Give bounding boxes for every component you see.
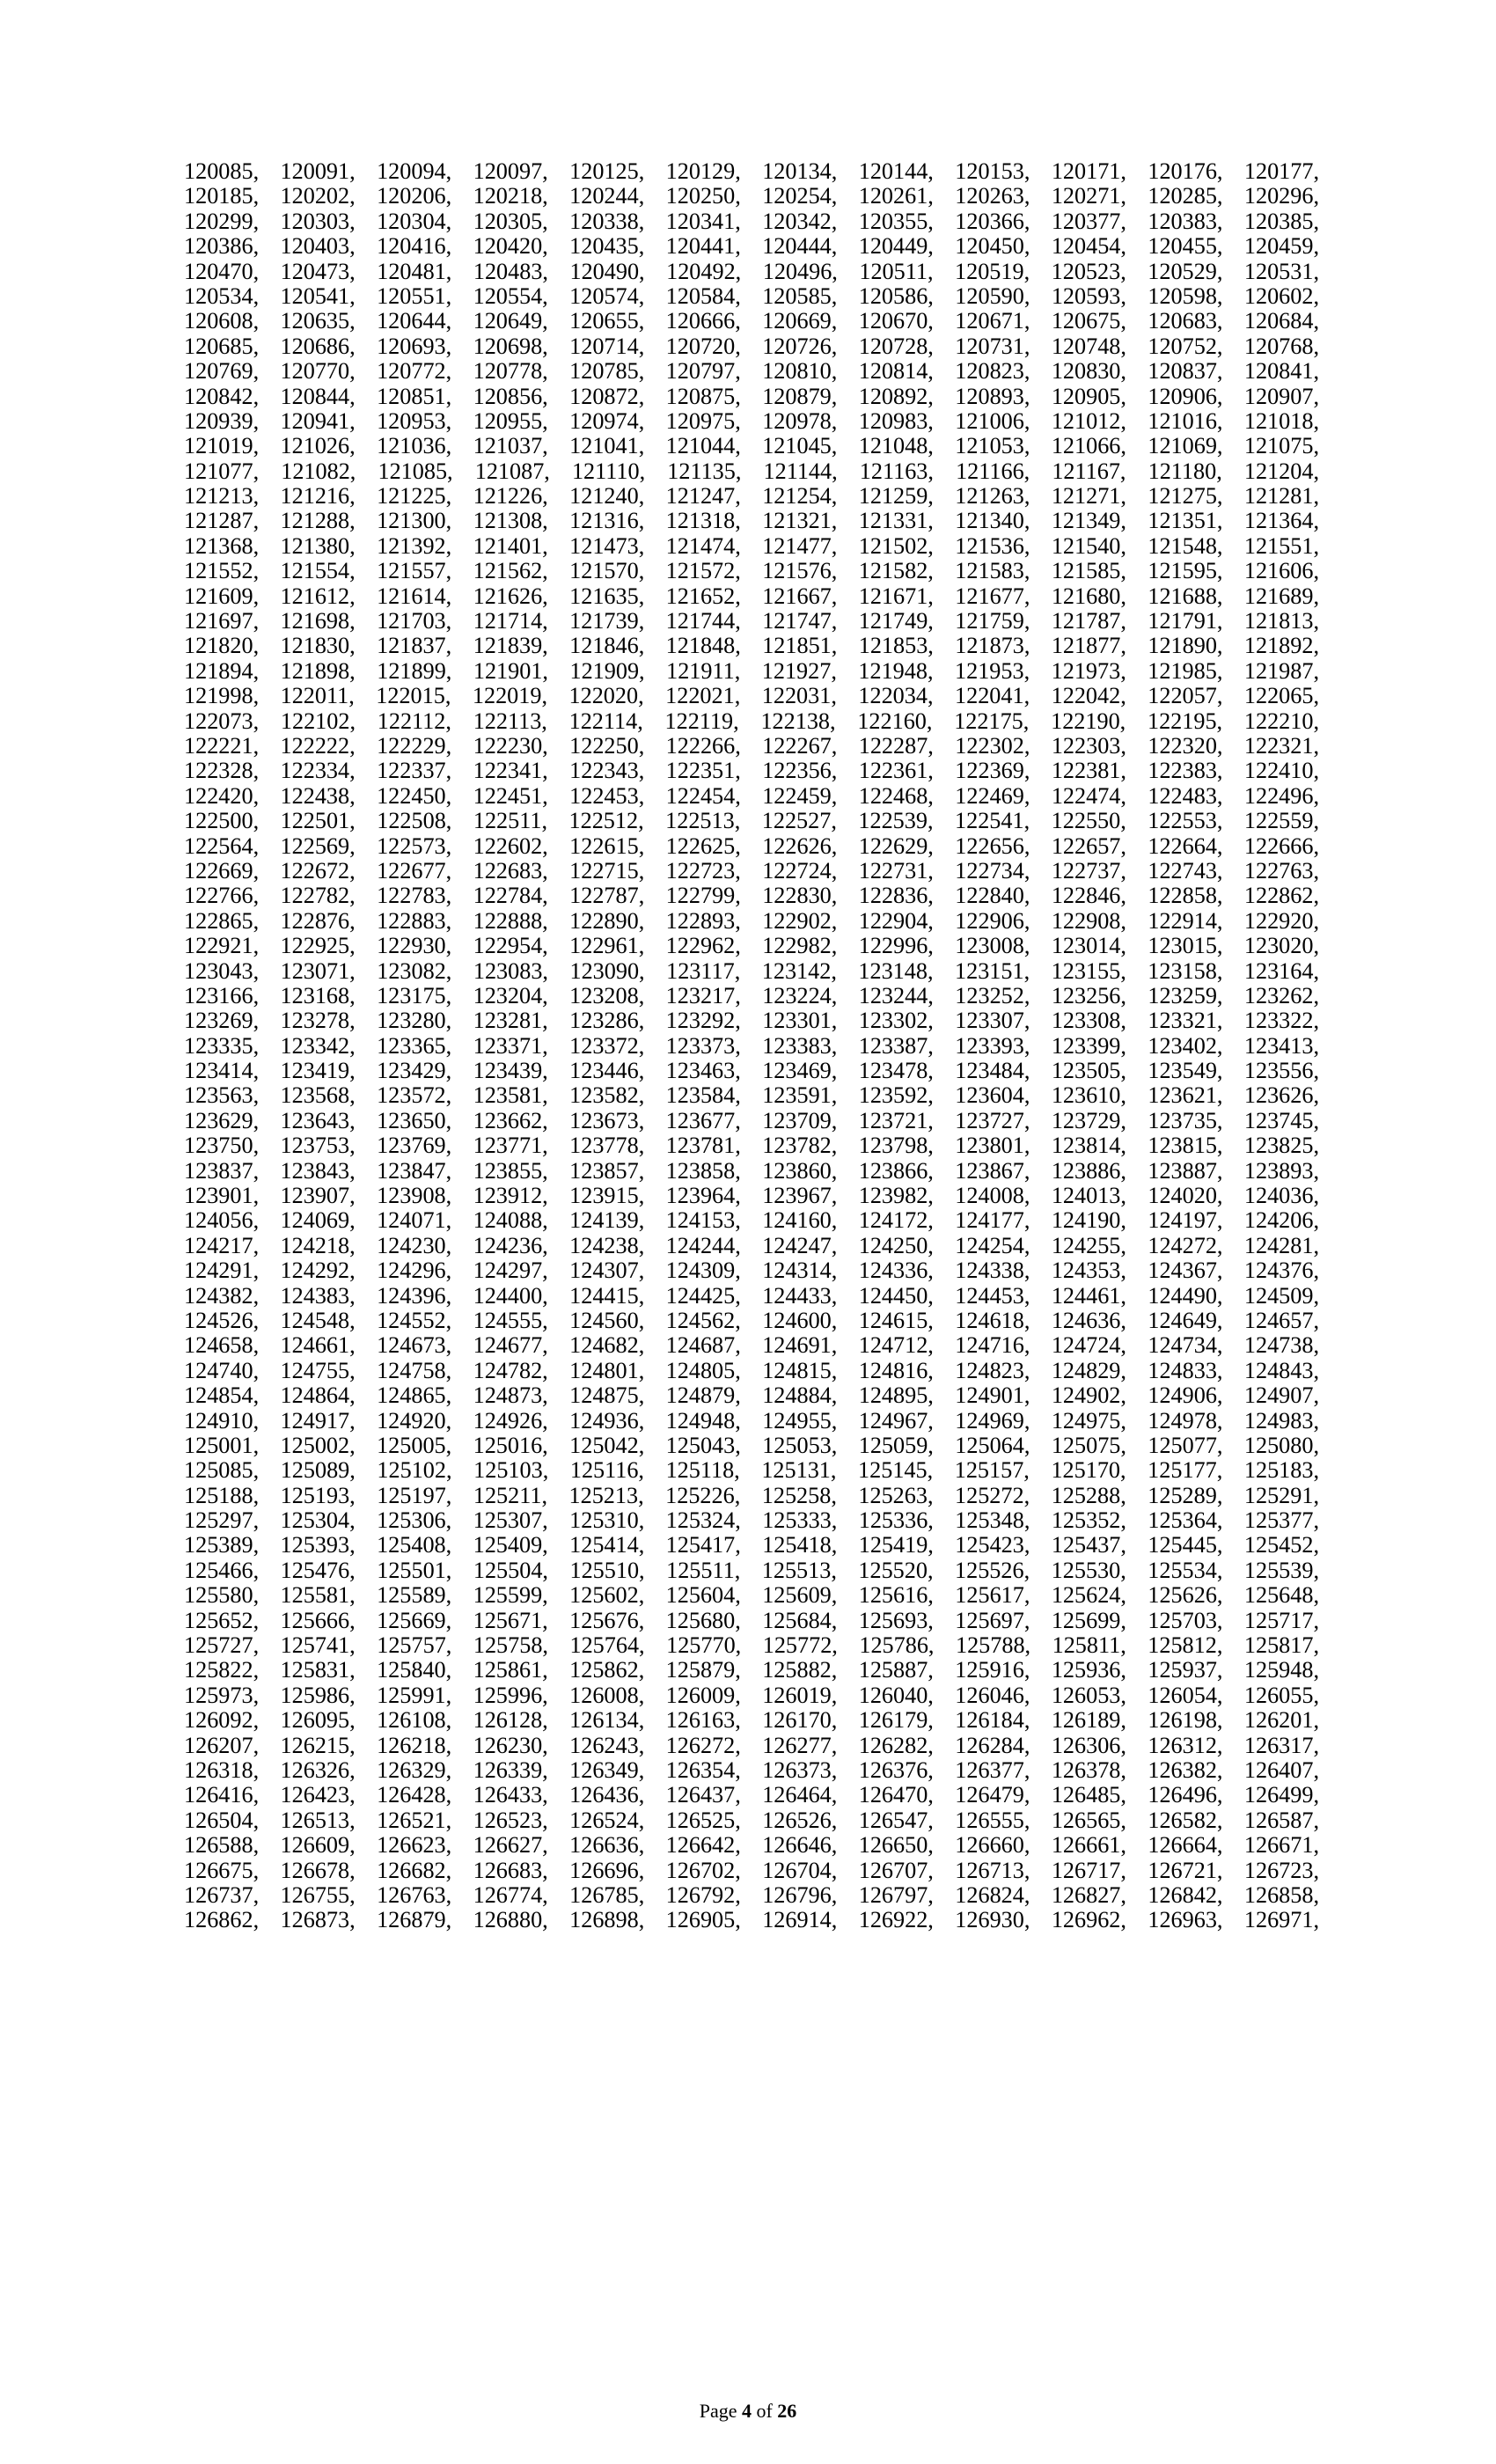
number-line: 121552, 121554, 121557, 121562, 121570, 121572, 121576, 121582, 121583, 121585, 121595, 121606, [184,558,1319,584]
number-line: 124854, 124864, 124865, 124873, 124875, 124879, 124884, 124895, 124901, 124902, 124906, 124907, [184,1382,1319,1409]
number-line: 121077, 121082, 121085, 121087, 121110, 121135, 121144, 121163, 121166, 121167, 121180, 121204, [184,458,1319,484]
number-line: 125001, 125002, 125005, 125016, 125042, 125043, 125053, 125059, 125064, 125075, 125077, 125080, [184,1432,1319,1458]
number-line: 120685, 120686, 120693, 120698, 120714, 120720, 120726, 120728, 120731, 120748, 120752, 120768, [184,333,1319,359]
number-line: 124056, 124069, 124071, 124088, 124139, 124153, 124160, 124172, 124177, 124190, 124197, 124206, [184,1207,1319,1234]
number-line: 121894, 121898, 121899, 121901, 121909, 121911, 121927, 121948, 121953, 121973, 121985, 121987, [184,657,1319,684]
number-line: 123629, 123643, 123650, 123662, 123673, 123677, 123709, 123721, 123727, 123729, 123735, 123745, [184,1107,1319,1133]
number-line: 122073, 122102, 122112, 122113, 122114, 122119, 122138, 122160, 122175, 122190, 122195, 122210, [184,708,1319,734]
number-line: 126092, 126095, 126108, 126128, 126134, 126163, 126170, 126179, 126184, 126189, 126198, 126201, [184,1707,1319,1734]
number-line: 120085, 120091, 120094, 120097, 120125, 120129, 120134, 120144, 120153, 120171, 120176, 120177, [184,158,1319,184]
number-line: 122865, 122876, 122883, 122888, 122890, 122893, 122902, 122904, 122906, 122908, 122914, 122920, [184,907,1319,934]
number-line: 121609, 121612, 121614, 121626, 121635, 121652, 121667, 121671, 121677, 121680, 121688, 121689, [184,583,1319,609]
number-line: 122766, 122782, 122783, 122784, 122787, 122799, 122830, 122836, 122840, 122846, 122858, 122862, [184,883,1319,909]
current-page-number: 4 [741,2400,752,2422]
number-line: 121368, 121380, 121392, 121401, 121473, 121474, 121477, 121502, 121536, 121540, 121548, 121551, [184,532,1319,559]
number-line: 121287, 121288, 121300, 121308, 121316, 121318, 121321, 121331, 121340, 121349, 121351, 121364, [184,508,1319,534]
number-line: 120842, 120844, 120851, 120856, 120872, 120875, 120879, 120892, 120893, 120905, 120906, 120907, [184,383,1319,409]
number-line: 121998, 122011, 122015, 122019, 122020, 122021, 122031, 122034, 122041, 122042, 122057, 122065, [184,683,1319,709]
number-line: 122221, 122222, 122229, 122230, 122250, 122266, 122267, 122287, 122302, 122303, 122320, 122321, [184,732,1319,759]
number-line: 124526, 124548, 124552, 124555, 124560, 124562, 124600, 124615, 124618, 124636, 124649, 124657, [184,1307,1319,1333]
number-line: 124740, 124755, 124758, 124782, 124801, 124805, 124815, 124816, 124823, 124829, 124833, 124843, [184,1357,1319,1383]
page-footer [0,2400,1496,2423]
number-line: 126207, 126215, 126218, 126230, 126243, 126272, 126277, 126282, 126284, 126306, 126312, 126317, [184,1732,1319,1758]
number-line: 124291, 124292, 124296, 124297, 124307, 124309, 124314, 124336, 124338, 124353, 124367, 124376, [184,1258,1319,1284]
number-line: 125188, 125193, 125197, 125211, 125213, 125226, 125258, 125263, 125272, 125288, 125289, 125291, [184,1482,1319,1508]
number-line: 125389, 125393, 125408, 125409, 125414, 125417, 125418, 125419, 125423, 125437, 125445, 125452, [184,1532,1319,1558]
number-line: 122328, 122334, 122337, 122341, 122343, 122351, 122356, 122361, 122369, 122381, 122383, 122410, [184,758,1319,784]
number-line: 125727, 125741, 125757, 125758, 125764, 125770, 125772, 125786, 125788, 125811, 125812, 125817, [184,1632,1319,1659]
number-line: 121213, 121216, 121225, 121226, 121240, 121247, 121254, 121259, 121263, 121271, 121275, 121281, [184,483,1319,510]
number-line: 123837, 123843, 123847, 123855, 123857, 123858, 123860, 123866, 123867, 123886, 123887, 123893, [184,1157,1319,1184]
number-line: 121019, 121026, 121036, 121037, 121041, 121044, 121045, 121048, 121053, 121066, 121069, 121075, [184,433,1319,459]
number-line: 120608, 120635, 120644, 120649, 120655, 120666, 120669, 120670, 120671, 120675, 120683, 120684, [184,308,1319,334]
number-line: 125297, 125304, 125306, 125307, 125310, 125324, 125333, 125336, 125348, 125352, 125364, 125377, [184,1507,1319,1534]
page-of-label: of [751,2400,778,2422]
number-line: 120534, 120541, 120551, 120554, 120574, 120584, 120585, 120586, 120590, 120593, 120598, 120602, [184,282,1319,309]
number-line: 126862, 126873, 126879, 126880, 126898, 126905, 126914, 126922, 126930, 126962, 126963, 126971, [184,1907,1319,1933]
number-line: 123043, 123071, 123082, 123083, 123090, 123117, 123142, 123148, 123151, 123155, 123158, 123164, [184,957,1319,984]
page-label: Page [699,2400,742,2422]
number-line: 122564, 122569, 122573, 122602, 122615, 122625, 122626, 122629, 122656, 122657, 122664, 122666, [184,832,1319,859]
number-line: 123750, 123753, 123769, 123771, 123778, 123781, 123782, 123798, 123801, 123814, 123815, 123825, [184,1133,1319,1159]
number-line: 125085, 125089, 125102, 125103, 125116, 125118, 125131, 125145, 125157, 125170, 125177, 125183, [184,1457,1319,1484]
total-pages-number: 26 [777,2400,797,2422]
number-line: 123414, 123419, 123429, 123439, 123446, 123463, 123469, 123478, 123484, 123505, 123549, 123556, [184,1058,1319,1084]
number-line: 125466, 125476, 125501, 125504, 125510, 125511, 125513, 125520, 125526, 125530, 125534, 125539, [184,1557,1319,1583]
number-line: 122921, 122925, 122930, 122954, 122961, 122962, 122982, 122996, 123008, 123014, 123015, 123020, [184,933,1319,959]
number-line: 123901, 123907, 123908, 123912, 123915, 123964, 123967, 123982, 124008, 124013, 124020, 124036, [184,1183,1319,1209]
number-line: 120939, 120941, 120953, 120955, 120974, 120975, 120978, 120983, 121006, 121012, 121016, 121018, [184,407,1319,434]
number-line: 126416, 126423, 126428, 126433, 126436, 126437, 126464, 126470, 126479, 126485, 126496, 126499, [184,1782,1319,1808]
number-line: 124382, 124383, 124396, 124400, 124415, 124425, 124433, 124450, 124453, 124461, 124490, 124509, [184,1282,1319,1309]
number-line: 124217, 124218, 124230, 124236, 124238, 124244, 124247, 124250, 124254, 124255, 124272, 124281, [184,1232,1319,1258]
number-line: 126588, 126609, 126623, 126627, 126636, 126642, 126646, 126650, 126660, 126661, 126664, 126671, [184,1832,1319,1859]
number-line: 126504, 126513, 126521, 126523, 126524, 126525, 126526, 126547, 126555, 126565, 126582, 126587, [184,1807,1319,1833]
number-line: 122669, 122672, 122677, 122683, 122715, 122723, 122724, 122731, 122734, 122737, 122743, 122763, [184,857,1319,884]
number-line: 124910, 124917, 124920, 124926, 124936, 124948, 124955, 124967, 124969, 124975, 124978, 124983, [184,1407,1319,1434]
number-line: 123563, 123568, 123572, 123581, 123582, 123584, 123591, 123592, 123604, 123610, 123621, 123626, [184,1082,1319,1109]
number-line: 123269, 123278, 123280, 123281, 123286, 123292, 123301, 123302, 123307, 123308, 123321, 123322, [184,1008,1319,1034]
number-line: 126675, 126678, 126682, 126683, 126696, 126702, 126704, 126707, 126713, 126717, 126721, 126723, [184,1857,1319,1883]
number-line: 125652, 125666, 125669, 125671, 125676, 125680, 125684, 125693, 125697, 125699, 125703, 125717, [184,1607,1319,1633]
number-line: 121697, 121698, 121703, 121714, 121739, 121744, 121747, 121749, 121759, 121787, 121791, 121813, [184,608,1319,634]
number-line: 125822, 125831, 125840, 125861, 125862, 125879, 125882, 125887, 125916, 125936, 125937, 125948, [184,1657,1319,1683]
number-line: 125580, 125581, 125589, 125599, 125602, 125604, 125609, 125616, 125617, 125624, 125626, 125648, [184,1582,1319,1609]
number-line: 120470, 120473, 120481, 120483, 120490, 120492, 120496, 120511, 120519, 120523, 120529, 120531, [184,258,1319,284]
number-list [184,159,1319,1933]
number-line: 125973, 125986, 125991, 125996, 126008, 126009, 126019, 126040, 126046, 126053, 126054, 126055, [184,1682,1319,1708]
number-line: 126318, 126326, 126329, 126339, 126349, 126354, 126373, 126376, 126377, 126378, 126382, 126407, [184,1757,1319,1783]
number-line: 126737, 126755, 126763, 126774, 126785, 126792, 126796, 126797, 126824, 126827, 126842, 126858, [184,1881,1319,1908]
number-line: 122500, 122501, 122508, 122511, 122512, 122513, 122527, 122539, 122541, 122550, 122553, 122559, [184,808,1319,834]
number-line: 120769, 120770, 120772, 120778, 120785, 120797, 120810, 120814, 120823, 120830, 120837, 120841, [184,358,1319,385]
number-line: 120185, 120202, 120206, 120218, 120244, 120250, 120254, 120261, 120263, 120271, 120285, 120296, [184,183,1319,209]
number-line: 120299, 120303, 120304, 120305, 120338, 120341, 120342, 120355, 120366, 120377, 120383, 120385, [184,208,1319,234]
number-line: 120386, 120403, 120416, 120420, 120435, 120441, 120444, 120449, 120450, 120454, 120455, 120459, [184,233,1319,260]
number-line: 122420, 122438, 122450, 122451, 122453, 122454, 122459, 122468, 122469, 122474, 122483, 122496, [184,782,1319,809]
number-line: 123335, 123342, 123365, 123371, 123372, 123373, 123383, 123387, 123393, 123399, 123402, 123413, [184,1032,1319,1059]
number-line: 121820, 121830, 121837, 121839, 121846, 121848, 121851, 121853, 121873, 121877, 121890, 121892, [184,633,1319,659]
number-line: 123166, 123168, 123175, 123204, 123208, 123217, 123224, 123244, 123252, 123256, 123259, 123262, [184,982,1319,1008]
number-line: 124658, 124661, 124673, 124677, 124682, 124687, 124691, 124712, 124716, 124724, 124734, 124738, [184,1332,1319,1359]
